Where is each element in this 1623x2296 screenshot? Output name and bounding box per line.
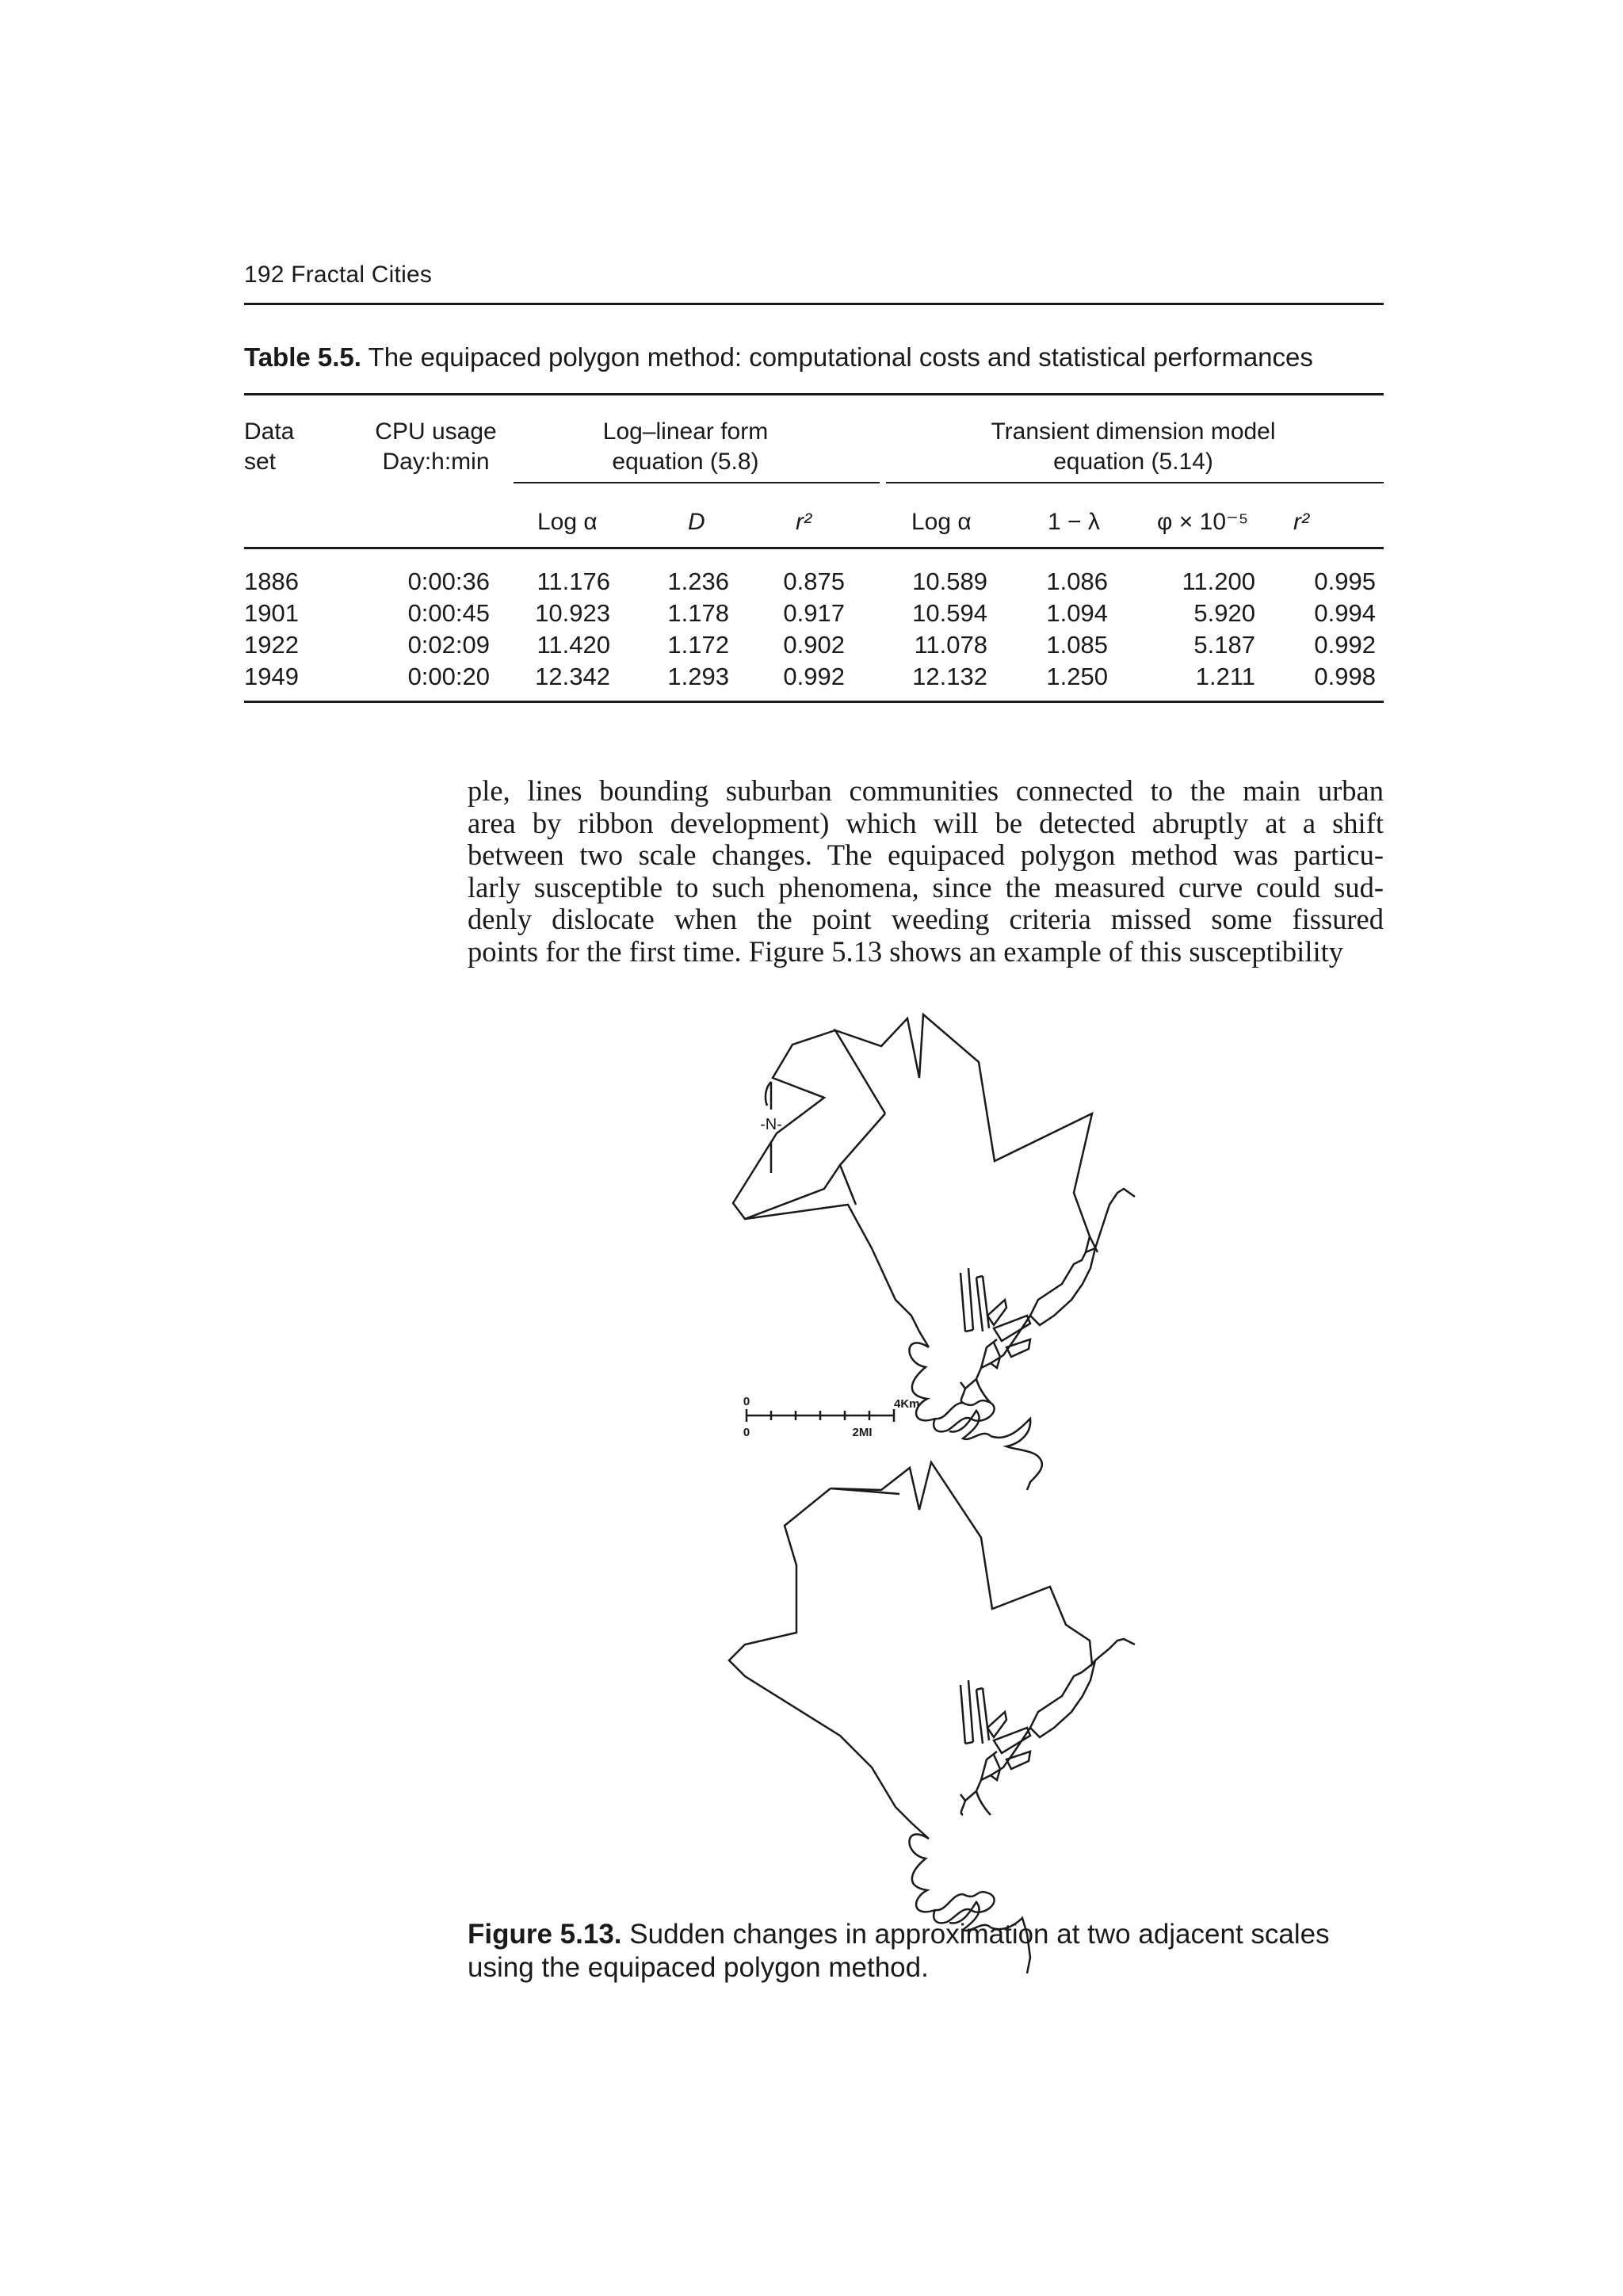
figure-caption <box>468 1918 1387 1985</box>
col-header-data-set-line2: set <box>244 449 277 475</box>
table-caption-text: The equipaced polygon method: computational costs and statistical performances <box>368 342 1313 372</box>
scale-km-zero: 0 <box>743 1395 750 1408</box>
cell-log-alpha-2: 11.078 <box>914 631 987 659</box>
col-header-loglinear-line1: Log–linear form <box>602 418 769 445</box>
boundary-west-upper <box>733 1030 885 1219</box>
cell-log-alpha-1: 11.176 <box>537 567 610 595</box>
cell-cpu: 0:00:20 <box>407 663 490 690</box>
col-header-transient-line2: equation (5.14) <box>1053 449 1213 475</box>
subheader-d: D <box>688 509 705 535</box>
estuary-upper <box>949 1379 1042 1490</box>
figure-caption-text: Sudden changes in approximation at two adjacent scales using the equipaced polygon method. <box>468 1919 1330 1983</box>
cell-phi: 1.211 <box>1195 663 1255 690</box>
cell-r2-2: 0.995 <box>1314 567 1376 595</box>
cell-d: 1.293 <box>667 663 729 690</box>
cell-r2-1: 0.875 <box>783 567 845 595</box>
dock-2-lower <box>976 1688 989 1744</box>
cell-r2-1: 0.917 <box>783 599 845 627</box>
cell-r2-1: 0.992 <box>783 663 845 690</box>
cell-one-minus-lambda: 1.094 <box>1046 599 1108 627</box>
body-line: ple, lines bounding suburban communities connected to the main urban <box>468 774 1384 807</box>
body-line: larly susceptible to such phenomena, since the measured curve could sud- <box>468 870 1384 904</box>
cell-r2-2: 0.992 <box>1314 631 1376 659</box>
cell-phi: 11.200 <box>1182 567 1255 595</box>
cell-cpu: 0:00:36 <box>407 567 490 595</box>
dock-4-upper <box>994 1316 1030 1357</box>
dock-1-upper <box>960 1268 973 1331</box>
dock-1-lower <box>960 1680 973 1744</box>
subheader-log-alpha-2: Log α <box>911 509 972 535</box>
cell-r2-2: 0.994 <box>1314 599 1376 627</box>
cell-d: 1.236 <box>667 567 729 595</box>
cell-data-set: 1949 <box>244 663 299 690</box>
cell-r2-2: 0.998 <box>1314 663 1376 690</box>
cell-log-alpha-1: 11.420 <box>537 631 610 659</box>
table-caption-label: Table 5.5. <box>244 342 361 372</box>
body-line: denly dislocate when the point weeding criteria missed some fissured <box>468 903 1384 935</box>
cell-phi: 5.187 <box>1193 631 1255 659</box>
subheader-r2-1: r² <box>796 509 812 535</box>
dock-5-lower <box>991 1755 1000 1780</box>
urban-boundary-polygon-lower <box>831 1462 1135 1664</box>
cell-log-alpha-2: 10.594 <box>912 599 987 627</box>
cell-r2-1: 0.902 <box>783 631 845 659</box>
body-line: between two scale changes. The equipaced polygon method was particu- <box>468 839 1384 871</box>
cell-data-set: 1922 <box>244 631 299 659</box>
cell-log-alpha-1: 10.923 <box>535 599 610 627</box>
scale-km-label: 4Km <box>894 1397 920 1411</box>
subheader-r2-2: r² <box>1293 509 1309 535</box>
cell-log-alpha-2: 10.589 <box>912 567 987 595</box>
north-label: -N- <box>760 1116 782 1133</box>
cell-one-minus-lambda: 1.086 <box>1046 567 1108 595</box>
running-head: 192 Fractal Cities <box>244 262 433 288</box>
dock-3-upper <box>987 1300 1006 1325</box>
scale-mi-label: 2MI <box>852 1426 873 1439</box>
col-header-transient-line1: Transient dimension model <box>991 418 1276 445</box>
cell-log-alpha-1: 12.342 <box>535 663 610 690</box>
subheader-log-alpha-1: Log α <box>537 509 598 535</box>
cell-data-set: 1886 <box>244 567 299 595</box>
body-line: points for the first time. Figure 5.13 shows an example of this susceptibility <box>468 934 1343 968</box>
col-header-cpu-line1: CPU usage <box>375 418 497 445</box>
cell-data-set: 1901 <box>244 599 299 627</box>
subheader-one-minus-lambda: 1 − λ <box>1048 509 1100 535</box>
dock-2-upper <box>976 1276 989 1331</box>
col-header-cpu-line2: Day:h:min <box>382 449 490 475</box>
subheader-phi: φ × 10⁻⁵ <box>1157 509 1249 535</box>
dock-4-lower <box>994 1728 1030 1769</box>
cell-cpu: 0:02:09 <box>407 631 490 659</box>
cell-phi: 5.920 <box>1193 599 1255 627</box>
map-upper <box>733 1014 1135 1490</box>
dock-5-upper <box>991 1343 1000 1368</box>
body-line: area by ribbon development) which will be detected abruptly at a shift <box>468 806 1384 839</box>
cell-one-minus-lambda: 1.250 <box>1046 663 1108 690</box>
cell-d: 1.178 <box>667 599 729 627</box>
river-lower <box>909 1834 994 1923</box>
cell-d: 1.172 <box>667 631 729 659</box>
river-upper <box>909 1343 994 1431</box>
boundary-west-lower <box>729 1488 929 1839</box>
col-header-data-set-line1: Data <box>244 418 295 445</box>
cell-cpu: 0:00:45 <box>407 599 490 627</box>
cell-one-minus-lambda: 1.085 <box>1046 631 1108 659</box>
map-lower <box>729 1462 1135 1973</box>
south-boundary-upper <box>745 1205 929 1347</box>
urban-boundary-polygon-upper <box>835 1014 1135 1252</box>
dock-3-lower <box>987 1712 1006 1737</box>
figure-caption-label: Figure 5.13. <box>468 1919 622 1950</box>
scale-mi-zero: 0 <box>743 1426 750 1439</box>
col-header-loglinear-line2: equation (5.8) <box>612 449 759 475</box>
scale-bar <box>747 1409 894 1422</box>
cell-log-alpha-2: 12.132 <box>912 663 987 690</box>
